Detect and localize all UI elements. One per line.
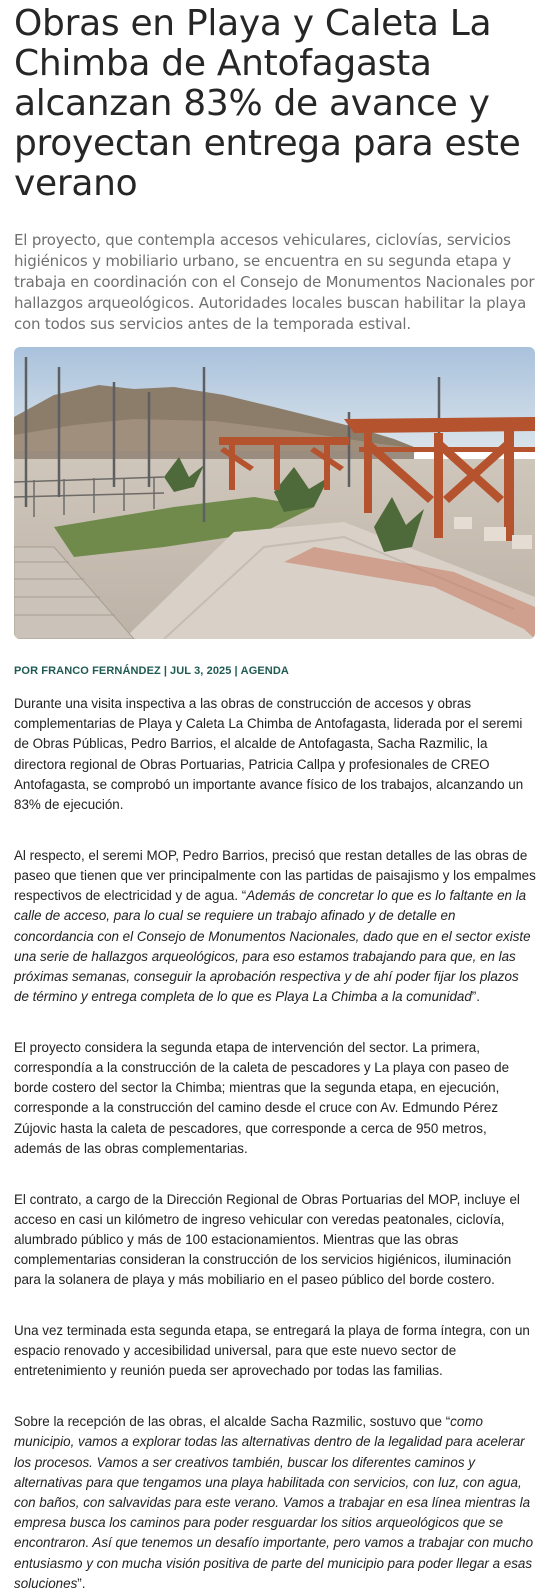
byline-category[interactable]: AGENDA	[240, 665, 289, 677]
hero-photo	[14, 347, 535, 639]
paragraph-2-intro: Al respecto, el seremi MOP, Pedro Barrios, precisó que restan detalles de las obras de paseo que tienen que ver principalmente con las partidas de paisajismo y los empalmes respectivos de electricidad y de agua. “	[14, 847, 536, 904]
article-body	[14, 694, 536, 1594]
byline-date: JUL 3, 2025	[170, 665, 232, 677]
article-byline	[14, 665, 536, 677]
paragraph-4: El contrato, a cargo de la Dirección Regional de Obras Portuarias del MOP, incluye el acceso en casi un kilómetro de ingreso vehicular con veredas peatonales, ciclovía, alumbrado público y más de 100 estacionamientos. Mientras que las obras complementarias consideran la construcción de los servicios higiénicos, iluminación para la solanera de playa y más mobiliario en el paseo público del borde costero.	[14, 1191, 520, 1288]
paragraph-2-quote: Además de concretar lo que es lo faltante en la calle de acceso, para lo cual se requiere un trabajo afinado y de detalle en concordancia con el Consejo de Monumentos Nacionales, dado que en el sector existe una serie de hallazgos arqueológicos, para eso estamos trabajando para que, en las próximas semanas, conseguir la aprobación respectiva y de ahí poder fijar los plazos de término y entrega completa de lo que es Playa La Chimba a la comunidad	[14, 888, 531, 1005]
paragraph-3: El proyecto considera la segunda etapa de intervención del sector. La primera, correspondía a la construcción de la caleta de pescadores y La playa con paseo de borde costero del sector la Chimba; mientras que la segunda etapa, en ejecución, corresponde a la construcción del camino desde el cruce con Av. Edmundo Pérez Zújovic hasta la caleta de pescadores, que corresponde a cerca de 950 metros, además de las obras complementarias.	[14, 1039, 510, 1156]
paragraph-6-end: ”.	[77, 1575, 86, 1591]
hero-photo-illustration	[14, 347, 535, 639]
paragraph-2	[14, 846, 536, 1008]
byline-separator: |	[163, 665, 168, 677]
paragraph-6	[14, 1412, 536, 1594]
byline-author[interactable]: POR FRANCO FERNÁNDEZ	[14, 665, 161, 677]
paragraph-5: Una vez terminada esta segunda etapa, se entregará la playa de forma íntegra, con un espacio renovado y accesibilidad universal, para que este nuevo sector de entretenimiento y reunión pueda ser aprovechado por todas las familias.	[14, 1323, 530, 1379]
paragraph-1: Durante una visita inspectiva a las obras de construcción de accesos y obras complementarias de Playa y Caleta La Chimba de Antofagasta, liderada por el seremi de Obras Públicas, Pedro Barrios, el alcalde de Antofagasta, Sacha Razmilic, la directora regional de Obras Portuarias, Patricia Callpa y profesionales de CREO Antofagasta, se comprobó un importante avance físico de los trabajos, alcanzando un 83% de ejecución.	[14, 696, 524, 813]
paragraph-6-quote: como municipio, vamos a explorar todas las alternativas dentro de la legalidad para acelerar los procesos. Vamos a ser creativos también, buscar los diferentes caminos y alternativas para que tengamos una playa habilitada con servicios, con luz, con agua, con baños, con salvavidas para este verano. Vamos a trabajar en esa línea mientras la empresa busca los caminos para poder resguardar los sitios arqueológicos que se encontraron. Así que tenemos un desafío importante, pero vamos a trabajar con mucho entusiasmo y con mucha visión positiva de parte del municipio para poder llegar a esas soluciones	[14, 1414, 534, 1591]
paragraph-2-end: ”.	[471, 989, 480, 1005]
article-deck: El proyecto, que contempla accesos vehiculares, ciclovías, servicios higiénicos y mobiliario urbano, se encuentra en su segunda etapa y trabaja en coordinación con el Consejo de Monumentos Nacionales por hallazgos arqueológicos. Autoridades locales buscan habilitar la playa con todos sus servicios antes de la temporada estival.	[14, 231, 535, 333]
byline-separator: |	[234, 665, 238, 677]
paragraph-6-intro: Sobre la recepción de las obras, el alcalde Sacha Razmilic, sostuvo que “	[14, 1414, 451, 1430]
article-headline: Obras en Playa y Caleta La Chimba de Antofagasta alcanzan 83% de avance y proyectan entrega para este verano	[14, 3, 521, 204]
